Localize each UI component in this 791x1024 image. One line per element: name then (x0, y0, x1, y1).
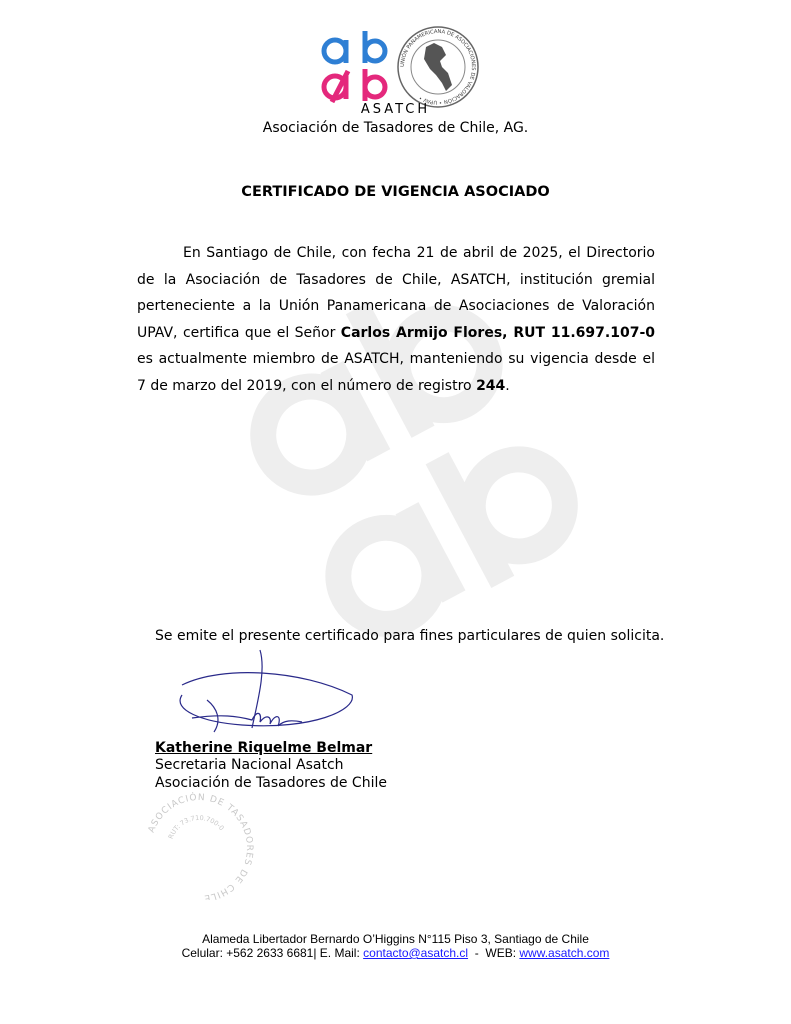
org-abbreviation: ASATCH (360, 102, 431, 117)
upav-seal-logo (396, 25, 480, 109)
signer-role: Secretaria Nacional Asatch (155, 757, 344, 773)
footer-contact (0, 946, 791, 960)
org-name: Asociación de Tasadores de Chile, AG. (262, 120, 529, 136)
stamp-outer-text: ASOCIACIÓN DE TASADORES DE CHILE (146, 792, 255, 900)
svg-text:ASOCIACIÓN DE TASADORES DE CHI (147, 791, 254, 900)
certificate-body (137, 240, 655, 400)
footer-phone: Celular: +562 2633 6681| E. Mail: (181, 946, 364, 960)
association-stamp (134, 790, 264, 900)
closing-statement: Se emite el presente certificado para fines particulares de quien solicita. (155, 628, 665, 644)
body-intro: En Santiago de Chile, con fecha 21 de abril de 2025, el Directorio de la Asociación de Tasadores de Chile, ASATCH, institución gremial perteneciente a la Unión Panamericana de Asociaciones de Valoración UPAV, certifica que el Señor (137, 245, 655, 341)
body-middle: es actualmente miembro de ASATCH, manteniendo su vigencia desde el 7 de marzo del 2019, con el número de registro (137, 351, 655, 394)
document-title: CERTIFICADO DE VIGENCIA ASOCIADO (241, 184, 550, 200)
body-end: . (505, 377, 510, 394)
footer-address: Alameda Libertador Bernardo O’Higgins N°115 Piso 3, Santiago de Chile (202, 932, 589, 946)
svg-text:RUT: 73.710.700-0 (167, 814, 226, 840)
registry-number: 244 (476, 377, 506, 394)
signer-organization: Asociación de Tasadores de Chile (155, 775, 387, 791)
asatch-logo (318, 29, 390, 103)
handwritten-signature (162, 640, 362, 740)
email-link[interactable]: contacto@asatch.cl (363, 946, 469, 960)
web-link[interactable]: www.asatch.com (519, 946, 610, 960)
member-name-rut: Carlos Armijo Flores, RUT 11.697.107-0 (340, 324, 655, 341)
footer-separator: - WEB: (468, 946, 520, 960)
stamp-inner-text: RUT: 73.710.700-0 (166, 813, 226, 841)
upav-seal-text: UNIÓN PANAMERICANA DE ASOCIACIONES DE VALORACIÓN • UPAV • (399, 28, 477, 106)
signer-name: Katherine Riquelme Belmar (155, 740, 373, 756)
